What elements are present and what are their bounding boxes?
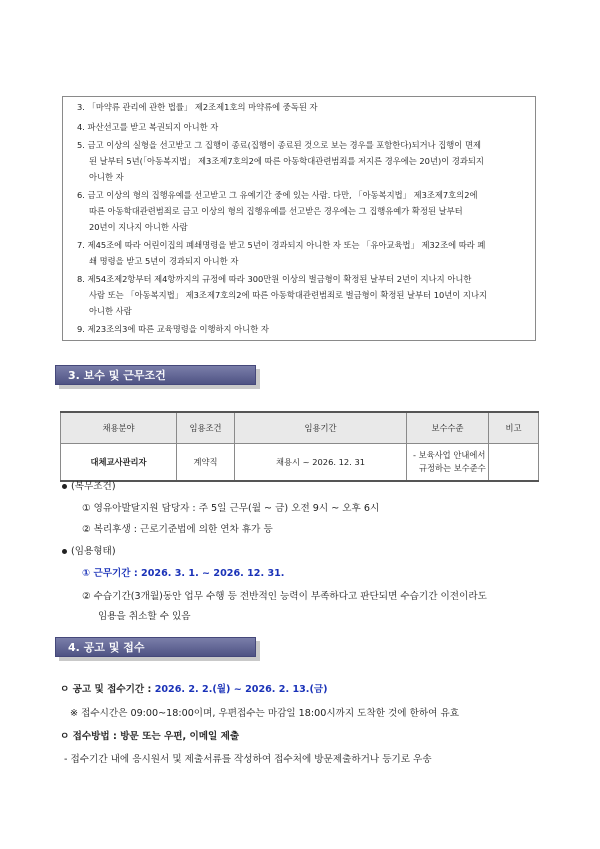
- list-item: 3. 「마약류 관리에 관한 법률」 제2조제1호의 마약류에 중독된 자: [77, 102, 318, 112]
- list-item: 사람 또는 「아동복지법」 제3조제7호의2에 따른 아동학대관련범죄로 벌금형이 확정된 날부터 10년이 지나지: [89, 290, 487, 300]
- disqualification-list-box: [62, 96, 536, 341]
- section-4-header: [55, 637, 260, 659]
- section-header-box: [55, 365, 256, 385]
- section-3-header: [55, 365, 260, 387]
- section-4-title: 4. 공고 및 접수: [68, 641, 145, 654]
- cell-pay-line1: - 보육사업 안내에서: [413, 450, 486, 460]
- work-condition-item-1: ① 영유아발달지원 담당자 : 주 5일 근무(월 ~ 금) 오전 9시 ~ 오후 6시: [82, 503, 380, 514]
- work-conditions-label: [62, 480, 116, 494]
- list-item: 6. 금고 이상의 형의 집행유예를 선고받고 그 유예기간 중에 있는 사람. 다만, 「아동복지법」 제3조제7호의2에: [77, 190, 478, 200]
- employment-period: ① 근무기간 : 2026. 3. 1. ~ 2026. 12. 31.: [82, 568, 285, 579]
- header-note: 비고: [489, 412, 539, 444]
- announcement-period-value: 2026. 2. 2.(월) ~ 2026. 2. 13.(금): [154, 684, 328, 695]
- recruitment-table: [60, 411, 539, 482]
- work-condition-item-2: ② 복리후생 : 근로기준법에 의한 연차 휴가 등: [82, 524, 273, 535]
- list-item: 9. 제23조의3에 따른 교육명령을 이행하지 아니한 자: [77, 324, 269, 334]
- header-pay: 보수수준: [407, 412, 489, 444]
- table-header-row: [61, 412, 539, 444]
- probation-line-1: ② 수습기간(3개월)동안 업무 수행 등 전반적인 능력이 부족하다고 판단되면 수습기간 이전이라도: [82, 591, 487, 602]
- cell-condition: 계약직: [177, 444, 235, 482]
- header-period: 임용기간: [235, 412, 407, 444]
- list-item: 8. 제54조제2항부터 제4항까지의 규정에 따라 300만원 이상의 벌금형이 확정된 날부터 2년이 지나지 아니한: [77, 274, 472, 284]
- bullet-icon: [62, 484, 67, 489]
- header-condition: 임용조건: [177, 412, 235, 444]
- announcement-period: [60, 683, 328, 697]
- list-item: 20년이 지나지 아니한 사람: [89, 222, 188, 232]
- bullet-icon: [62, 549, 67, 554]
- list-item: 5. 금고 이상의 실형을 선고받고 그 집행이 종료(집행이 종료된 것으로 보는 경우를 포함한다)되거나 집행이 면제: [77, 140, 481, 150]
- employment-type-label: [62, 545, 116, 559]
- employment-type-text: (임용형태): [71, 546, 116, 557]
- cell-pay-line2: 규정하는 보수준수: [419, 463, 486, 473]
- cell-pay: [407, 444, 489, 482]
- cell-note: [489, 444, 539, 482]
- section-header-box: [55, 637, 256, 657]
- table-row: [61, 444, 539, 482]
- list-item: 따른 아동학대관련범죄로 금고 이상의 형의 집행유예를 선고받은 경우에는 그 집행유예가 확정된 날부터: [89, 206, 463, 216]
- section-3-title: 3. 보수 및 근무조건: [68, 369, 166, 382]
- work-conditions-text: (복무조건): [71, 481, 116, 492]
- list-item: 7. 제45조에 따라 어린이집의 폐쇄명령을 받고 5년이 경과되지 아니한 자 또는 「유아교육법」 제32조에 따라 폐: [77, 240, 486, 250]
- list-item: 아니한 자: [89, 172, 124, 182]
- probation-line-2: 임용을 취소할 수 있음: [98, 611, 191, 622]
- submission-time-note: ※ 접수시간은 09:00~18:00이며, 우편접수는 마감일 18:00시까지 도착한 것에 한하여 유효: [70, 708, 460, 719]
- cell-field: 대체교사관리자: [61, 444, 177, 482]
- submission-method: ㅇ 접수방법 : 방문 또는 우편, 이메일 제출: [60, 731, 240, 742]
- list-item: 쇄 명령을 받고 5년이 경과되지 아니한 자: [89, 256, 239, 266]
- header-field: 채용분야: [61, 412, 177, 444]
- cell-period: 채용시 ~ 2026. 12. 31: [235, 444, 407, 482]
- list-item: 된 날부터 5년(「아동복지법」 제3조제7호의2에 따른 아동학대관련범죄를 저지른 경우에는 20년)이 경과되지: [89, 156, 484, 166]
- submission-method-description: - 접수기간 내에 응시원서 및 제출서류를 작성하여 접수처에 방문제출하거나 등기로 우송: [64, 754, 432, 765]
- announcement-period-label: ㅇ 공고 및 접수기간 :: [60, 684, 155, 695]
- list-item: 4. 파산선고를 받고 복권되지 아니한 자: [77, 122, 219, 132]
- list-item: 아니한 사람: [89, 306, 132, 316]
